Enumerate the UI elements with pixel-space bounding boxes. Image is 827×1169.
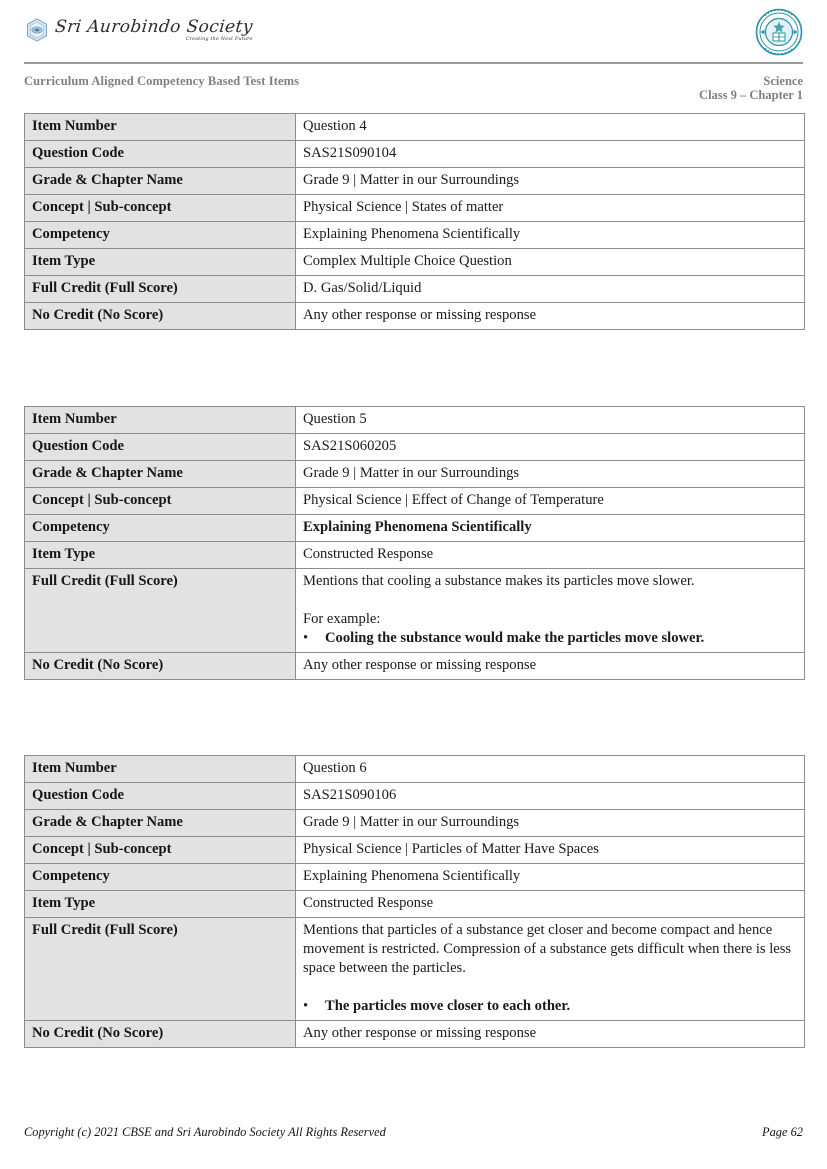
row-label-competency: Competency [25, 864, 296, 891]
table-row [25, 222, 805, 249]
copyright-text: Copyright (c) 2021 CBSE and Sri Aurobindo Society All Rights Reserved [24, 1125, 386, 1139]
row-label-item-number: Item Number [25, 114, 296, 141]
item-tables-area [23, 108, 804, 1048]
row-label-item-number: Item Number [25, 756, 296, 783]
table-row [25, 141, 805, 168]
table-row [25, 891, 805, 918]
table-row [25, 195, 805, 222]
lotus-hexagon-emblem-icon [24, 17, 50, 43]
row-label-question-code: Question Code [25, 434, 296, 461]
table-row [25, 249, 805, 276]
subject-label: Science [763, 74, 803, 88]
row-value-question-code: SAS21S060205 [296, 434, 805, 461]
row-value-competency: Explaining Phenomena Scientifically [296, 222, 805, 249]
row-label-concept: Concept | Sub-concept [25, 488, 296, 515]
row-label-full-credit: Full Credit (Full Score) [25, 276, 296, 303]
blank-line [303, 978, 797, 997]
row-value-grade-chapter: Grade 9 | Matter in our Surroundings [296, 168, 805, 195]
page-title: Curriculum Aligned Competency Based Test Items [24, 74, 300, 88]
page-header [23, 0, 804, 62]
full-credit-bullet-text: The particles move closer to each other. [325, 998, 571, 1014]
row-value-question-code: SAS21S090106 [296, 783, 805, 810]
society-wordmark [54, 16, 254, 42]
item-table-question-4 [24, 113, 805, 330]
row-value-grade-chapter: Grade 9 | Matter in our Surroundings [296, 461, 805, 488]
competency-text: Explaining Phenomena Scientifically [303, 519, 532, 535]
item-table-question-6 [24, 755, 805, 1048]
full-credit-bullet-item [303, 997, 797, 1016]
table-row [25, 461, 805, 488]
full-credit-main: Mentions that cooling a substance makes its particles move slower. [303, 573, 695, 589]
row-label-item-number: Item Number [25, 407, 296, 434]
row-value-item-number: Question 6 [296, 756, 805, 783]
row-label-full-credit: Full Credit (Full Score) [25, 918, 296, 1021]
table-row [25, 434, 805, 461]
item-table-question-5 [24, 406, 805, 680]
row-value-grade-chapter: Grade 9 | Matter in our Surroundings [296, 810, 805, 837]
row-value-concept: Physical Science | Particles of Matter Have Spaces [296, 837, 805, 864]
row-label-grade-chapter: Grade & Chapter Name [25, 461, 296, 488]
row-value-competency [296, 515, 805, 542]
row-value-item-type: Constructed Response [296, 542, 805, 569]
full-credit-example-label: For example: [303, 611, 381, 627]
full-credit-bullet-item [303, 629, 797, 648]
row-value-full-credit [296, 918, 805, 1021]
row-label-no-credit: No Credit (No Score) [25, 1021, 296, 1048]
full-credit-main: D. Gas/Solid/Liquid [303, 280, 422, 296]
table-row [25, 1021, 805, 1048]
row-value-concept: Physical Science | States of matter [296, 195, 805, 222]
row-label-grade-chapter: Grade & Chapter Name [25, 168, 296, 195]
table-row [25, 864, 805, 891]
table-row [25, 918, 805, 1021]
row-label-no-credit: No Credit (No Score) [25, 653, 296, 680]
row-label-competency: Competency [25, 515, 296, 542]
table-row [25, 515, 805, 542]
full-credit-bullet-text: Cooling the substance would make the particles move slower. [325, 630, 705, 646]
society-name: Sri Aurobindo Society [54, 16, 254, 37]
table-row [25, 407, 805, 434]
row-label-question-code: Question Code [25, 783, 296, 810]
table-row [25, 114, 805, 141]
table-row [25, 488, 805, 515]
row-value-competency: Explaining Phenomena Scientifically [296, 864, 805, 891]
cbse-emblem-icon [755, 8, 803, 56]
row-label-full-credit: Full Credit (Full Score) [25, 569, 296, 653]
header-meta [23, 64, 804, 108]
bullet-icon: • [303, 998, 309, 1014]
row-value-item-type: Constructed Response [296, 891, 805, 918]
row-value-concept: Physical Science | Effect of Change of Temperature [296, 488, 805, 515]
table-row [25, 783, 805, 810]
row-label-item-type: Item Type [25, 891, 296, 918]
row-value-question-code: SAS21S090104 [296, 141, 805, 168]
table-row [25, 653, 805, 680]
row-label-competency: Competency [25, 222, 296, 249]
row-label-concept: Concept | Sub-concept [25, 837, 296, 864]
row-label-no-credit: No Credit (No Score) [25, 303, 296, 330]
row-value-item-number: Question 5 [296, 407, 805, 434]
page-footer [23, 1125, 804, 1143]
row-value-full-credit [296, 569, 805, 653]
row-value-item-type: Complex Multiple Choice Question [296, 249, 805, 276]
row-value-no-credit: Any other response or missing response [296, 303, 805, 330]
table-spacer [23, 330, 804, 406]
table-row [25, 276, 805, 303]
bullet-icon: • [303, 630, 309, 646]
row-value-item-number: Question 4 [296, 114, 805, 141]
row-label-grade-chapter: Grade & Chapter Name [25, 810, 296, 837]
row-label-question-code: Question Code [25, 141, 296, 168]
table-spacer [23, 680, 804, 755]
row-label-concept: Concept | Sub-concept [25, 195, 296, 222]
table-row [25, 837, 805, 864]
table-row [25, 168, 805, 195]
table-row [25, 542, 805, 569]
full-credit-main: Mentions that particles of a substance get closer and become compact and hence movement is restricted. Compression of a substance gets difficult when there is less space between the particles. [303, 922, 792, 976]
table-row [25, 810, 805, 837]
table-row [25, 303, 805, 330]
society-tagline: Creating the Next Future [185, 35, 253, 42]
class-chapter-label: Class 9 – Chapter 1 [699, 88, 803, 102]
blank-line [303, 591, 797, 610]
row-label-item-type: Item Type [25, 249, 296, 276]
table-row [25, 756, 805, 783]
sri-aurobindo-society-logo [24, 17, 253, 43]
row-label-item-type: Item Type [25, 542, 296, 569]
row-value-full-credit [296, 276, 805, 303]
row-value-no-credit: Any other response or missing response [296, 653, 805, 680]
table-row [25, 569, 805, 653]
page-number: Page 62 [762, 1125, 803, 1139]
header-subject-block [699, 74, 803, 102]
row-value-no-credit: Any other response or missing response [296, 1021, 805, 1048]
